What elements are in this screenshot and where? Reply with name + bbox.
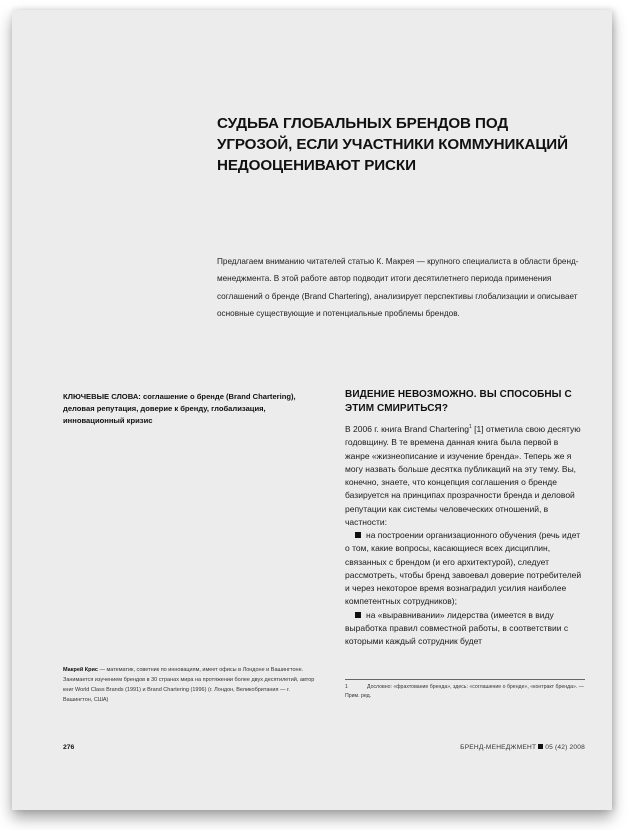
keywords-label: КЛЮЧЕВЫЕ СЛОВА: [63, 392, 141, 401]
footnote-divider [345, 679, 585, 680]
footnote-text: Дословно: «фрахтование бренда», здесь: «соглашение о бренде», «контракт бренда». — Прим. ред. [345, 684, 584, 699]
paragraph-text-start: В 2006 г. книга Brand Chartering [345, 424, 469, 434]
body-paragraph [345, 423, 585, 529]
magazine-page [12, 10, 612, 810]
square-separator-icon [538, 744, 543, 749]
square-bullet-icon [355, 612, 361, 618]
running-footer [460, 744, 585, 751]
footnote [345, 683, 585, 701]
footnote-reference[interactable]: 1 [468, 424, 472, 431]
section-heading: ВИДЕНИЕ НЕВОЗМОЖНО. ВЫ СПОСОБНЫ С ЭТИМ СМИРИТЬСЯ? [345, 389, 572, 414]
bullet-text: на построении организационного обучения (речь идет о том, какие вопросы, касающиеся всех дисциплин, связанных с брендом (и его архитектурой), следует рассмотреть, чтобы бренд завоевал доверие потребителей и через некоторое время вознаградил усилия наиболее компетентных сотрудников); [345, 530, 582, 607]
article-title: СУДЬБА ГЛОБАЛЬНЫХ БРЕНДОВ ПОД УГРОЗОЙ, ЕСЛИ УЧАСТНИКИ КОММУНИКАЦИЙ НЕДООЦЕНИВАЮТ РИСКИ [217, 115, 568, 174]
issue-number: 05 (42) 2008 [545, 744, 585, 751]
article-intro: Предлагаем вниманию читателей статью К. Макрея — крупного специалиста в области бренд-менеджмента. В этой работе автор подводит итоги десятилетнего периода применения соглашений о бренде (Brand Chartering), анализирует перспективы глобализации и описывает основные существующие и потенциальные проблемы брендов. [217, 257, 579, 318]
author-bio: — математик, советник по инновациям, имеет офисы в Лондоне и Вашингтоне. Занимается изучением брендов в 30 странах мира на протяжении более двух десятилетий, автор книг World Class Brands (1991) и Brand Chartering (1996) (г. Лондон, Великобритания — г. Вашингтон, США) [63, 667, 315, 703]
journal-name: БРЕНД-МЕНЕДЖМЕНТ [460, 744, 537, 751]
bullet-item [345, 609, 585, 649]
author-name: Макрей Крис [63, 667, 98, 673]
footnote-number: 1 [345, 684, 348, 690]
page-number: 276 [63, 744, 75, 751]
bullet-item [345, 529, 585, 609]
keywords-text: соглашение о бренде (Brand Chartering), деловая репутация, доверие к бренду, глобализация, инновационный кризис [63, 392, 296, 425]
square-bullet-icon [355, 532, 361, 538]
bullet-text: на «выравнивании» лидерства (имеется в виду выработка правил совместной работы, в соответствии с которыми каждый сотрудник будет [345, 609, 569, 646]
author-note [63, 665, 316, 705]
paragraph-text-end: [1] отметила свою десятую годовщину. В те времена данная книга была первой в жанре «жизнеописание и изучение бренда». Теперь же я могу назвать больше десятка публикаций на эту тему. Вы, конечно, знаете, что концепция соглашения о бренде базируется на принципах прозрачности бренда и деловой репутации как системы человеческих отношений, в частности: [345, 424, 581, 527]
keywords-block [63, 391, 318, 426]
body-column [345, 423, 585, 648]
